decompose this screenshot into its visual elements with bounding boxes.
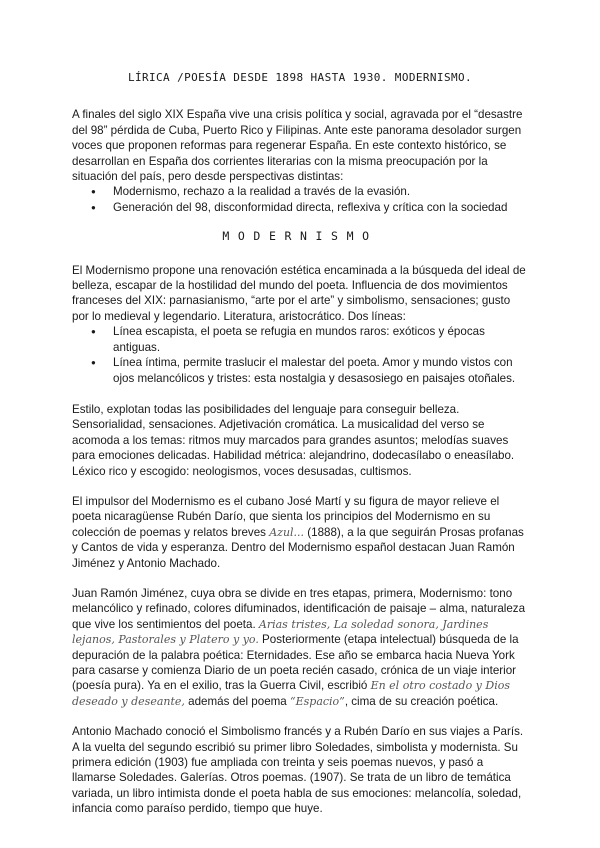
modernismo-paragraph: El Modernismo propone una renovación estética encaminada a la búsqueda del ideal de belleza, escapar de la hostilidad del mundo del poeta. Influencia de dos movimientos franceses del XIX: parnasianismo, “arte por el arte” y simbolismo, sensaciones; gusto por lo medieval y legendario. Literatura, aristocrático. Dos líneas:	[72, 263, 526, 323]
estilo-paragraph: Estilo, explotan todas las posibilidades del lenguaje para conseguir belleza. Sensorialidad, sensaciones. Adjetivación cromática. La musicalidad del verso se acomoda a los temas: ritmos muy marcados para grandes asuntos; melodías suaves para emociones delicadas. Habilidad métrica: alejandrino, dodecasílabo o eneasílabo. Léxico rico y escogido: neologismos, voces desusadas, cultismos.	[72, 402, 515, 478]
jrj-text: Juan Ramón Jiménez, cuya obra se divide en tres etapas, primera, Modernismo: tono melancólico y refinado, colores difuminados, identificación de paisaje – alma, naturaleza que vive los sentimientos del poeta.	[72, 586, 526, 631]
document-content	[72, 70, 528, 832]
modernismo-list	[72, 324, 528, 386]
machado-paragraph: Antonio Machado conoció el Simbolismo francés y a Rubén Darío en sus viajes a París. A la vuelta del segundo escribió su primer libro Soledades, simbolista y modernista. Su primera edición (1903) fue ampliada con treinta y seis poemas nuevos, y pasó a llamarse Soledades. Galerías. Otros poemas. (1907). Se trata de un libro de temática variada, un libro intimista donde el poeta habla de sus emociones: melancolía, soledad, infancia como paraíso perdido, tiempo que huye.	[72, 725, 524, 816]
impulsor-text: (1888), a la que seguirán Prosas profanas y Cantos de vida y esperanza. Dentro del Modernismo español destacan Juan Ramón Jiménez y Antonio Machado.	[72, 525, 524, 570]
intro-list	[72, 184, 528, 215]
jrj-text: Posteriormente (etapa intelectual) búsqueda de la depuración de la palabra poética: Eternidades. Ese año se embarca hacia Nueva York para casarse y comienza Diario de un poeta recién casado, crónica de un viaje interior (poesía pura). Ya en el exilio, tras la Guerra Civil, escribió	[72, 633, 519, 693]
list-item: ● Línea escapista, el poeta se refugia en mundos raros: exóticos y épocas antiguas.	[100, 324, 528, 355]
jrj-text: , cima de su creación poética.	[344, 694, 499, 708]
intro-paragraph: A finales del siglo XIX España vive una crisis política y social, agravada por el “desastre del 98” pérdida de Cuba, Puerto Rico y Filipinas. Ante este panorama desolador surgen voces que proponen reformas para regenerar España. En este contexto histórico, se desarrollan en España dos corrientes literarias con la misma preocupación por la situación del país, pero desde perspectivas distintas:	[72, 108, 523, 184]
list-item: ● Modernismo, rechazo a la realidad a través de la evasión.	[100, 184, 528, 199]
work-title: “Espacio”	[289, 694, 345, 708]
section-heading: MODERNISMO	[222, 229, 378, 244]
work-title: En el otro costado y Dios deseado y deseante,	[72, 679, 511, 708]
work-title: Azul...	[269, 525, 305, 539]
work-title: Arias tristes, La soledad sonora, Jardines lejanos, Pastorales y Platero y yo.	[72, 617, 489, 647]
list-item: ● Línea íntima, permite traslucir el malestar del poeta. Amor y mundo vistos con ojos melancólicos y tristes: esta nostalgia y desasosiego en paisajes otoñales.	[100, 355, 528, 386]
jrj-paragraph	[72, 586, 528, 709]
list-item: ● Generación del 98, disconformidad directa, reflexiva y crítica con la sociedad	[100, 200, 528, 215]
jrj-text: además del poema	[184, 694, 290, 708]
impulsor-paragraph	[72, 494, 528, 571]
impulsor-text: El impulsor del Modernismo es el cubano José Martí y su figura de mayor relieve el poeta nicaragüense Rubén Darío, que sienta los principios del Modernismo en su colección de poemas y relatos breves	[72, 494, 500, 539]
document-title: LÍRICA /POESÍA DESDE 1898 HASTA 1930. MODERNISMO.	[127, 71, 473, 84]
